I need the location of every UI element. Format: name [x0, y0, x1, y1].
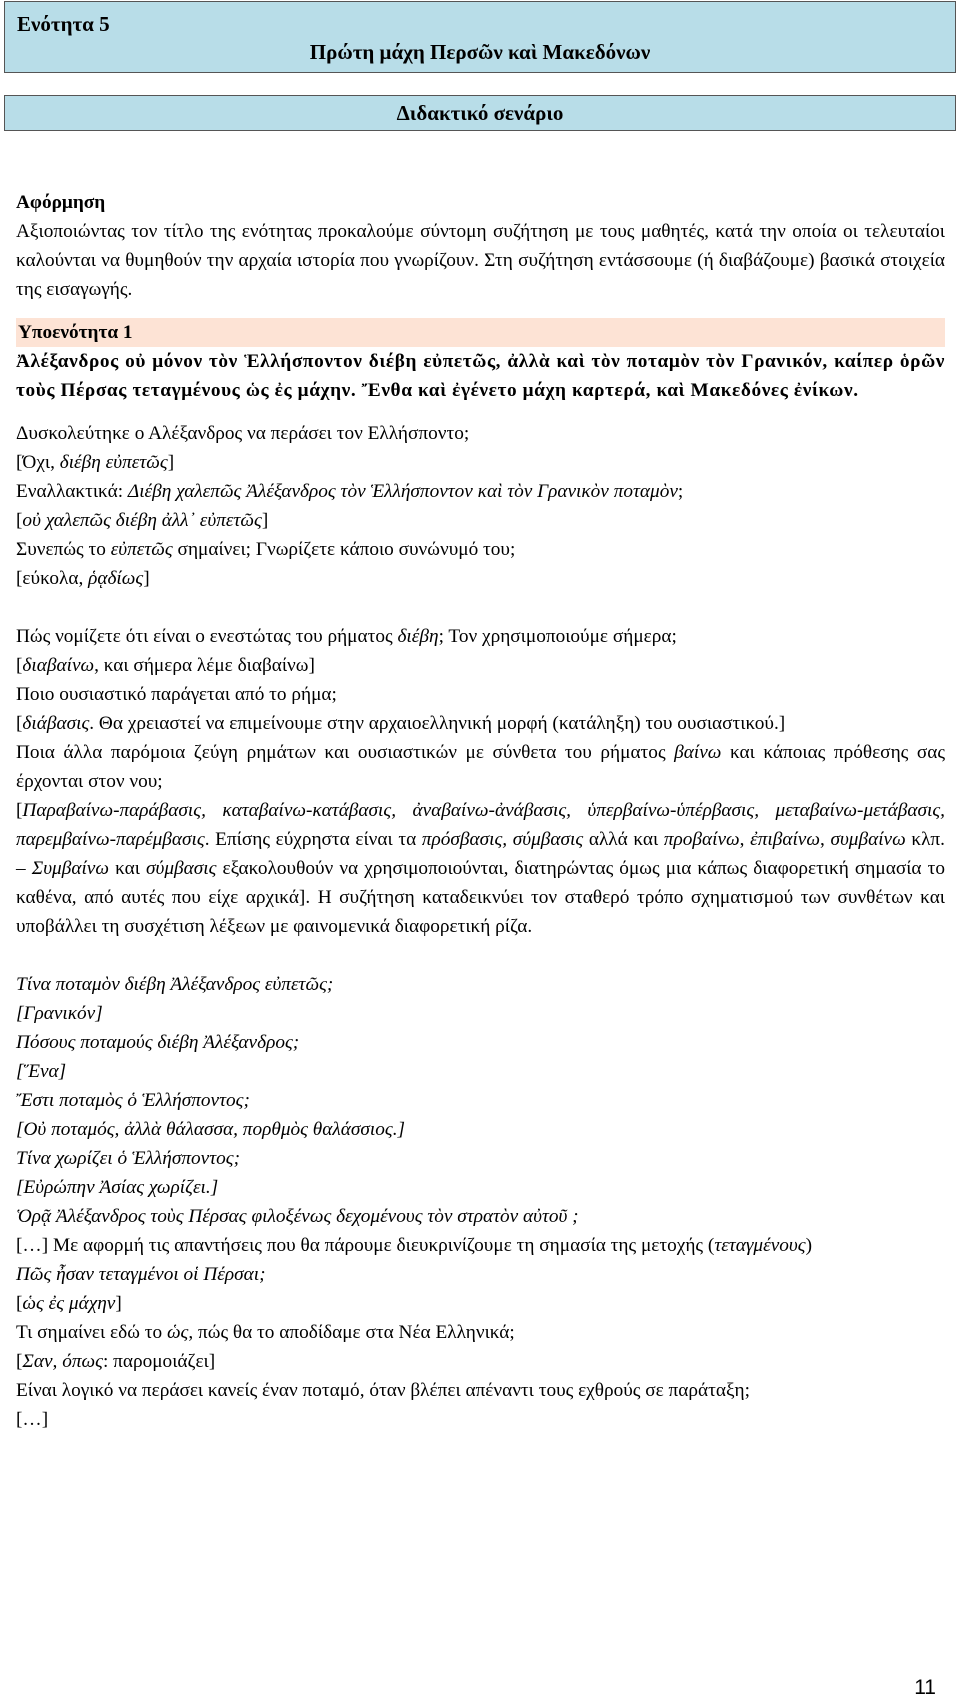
section-title: Διδακτικό σενάριο [396, 101, 564, 125]
answer: […] [16, 1409, 49, 1430]
question: Δυσκολεύτηκε ο Αλέξανδρος να περάσει τον Ελλήσποντο; [16, 423, 470, 444]
italic-span: διέβη εὐπετῶς [59, 452, 168, 473]
answer [16, 1347, 945, 1376]
text-span: , [819, 829, 831, 850]
text-span: . Επίσης εύχρηστα είναι τα [204, 829, 422, 850]
unit-title: Πρώτη μάχη Περσῶν καὶ Μακεδόνων [309, 40, 651, 64]
question [16, 477, 945, 506]
italic-span: τεταγμένους [714, 1235, 806, 1256]
text-span: εξακολουθούν να χρησιμοποιούνται, διατηρώντας όμως μια κάπως διαφορετική σημασία το καθένα, από αυτές που είχε αρχικά]. Η συζήτηση καταδεικνύει τον σταθερό τρόπο σχηματισμού των συνθέτων και υποβάλλει τη συσχέτιση λέξεων με φαινομενικά διαφορετική ρίζα. [16, 858, 945, 937]
document-body [16, 188, 945, 1434]
italic-span: συμβαίνω [830, 829, 906, 850]
italic-span: σύμβασις [146, 858, 217, 879]
text-span: [ [16, 800, 23, 821]
question [16, 622, 945, 651]
italic-span: προβαίνω [663, 829, 740, 850]
answer [16, 1289, 945, 1318]
aformisi-heading: Αφόρμηση [16, 192, 106, 213]
italic-span: Ὁρᾷ Ἀλέξανδρος τοὺς Πέρσας φιλοξένως δεχομένους τὸν στρατὸν αὐτοῦ ; [16, 1206, 579, 1227]
text-span: [ [16, 510, 23, 531]
text-span: αλλά και [583, 829, 664, 850]
answer [16, 999, 945, 1028]
text-span: ; [677, 481, 684, 502]
question [16, 1086, 945, 1115]
text-span: […] Με αφορμή τις απαντήσεις που θα πάρουμε διευκρινίζουμε τη σημασία της μετοχής ( [16, 1235, 715, 1256]
italic-span: διάβασις [22, 713, 90, 734]
text-span: . Θα χρειαστεί να επιμείνουμε στην αρχαιοελληνική μορφή (κατάληξη) του ουσιαστικού.] [89, 713, 786, 734]
text-span: [εύκολα, [16, 568, 89, 589]
italic-span: [Εὐρώπην Ἀσίας χωρίζει.] [16, 1177, 219, 1198]
text-span: , πώς θα το αποδίδαμε στα Νέα Ελληνικά; [188, 1322, 515, 1343]
unit-header-box [4, 1, 956, 73]
text-span: και κάποιας πρόθεσης σας έρχονται στον νου; [16, 742, 945, 792]
italic-span: ὡς ἐς μάχην [22, 1293, 116, 1314]
italic-span: πρόσβασις, σύμβασις [421, 829, 584, 850]
text-span: ] [143, 568, 150, 589]
question [16, 738, 945, 796]
answer [16, 564, 945, 593]
italic-span: ἐπιβαίνω [750, 829, 820, 850]
text-span: και [108, 858, 147, 879]
text-span: Ποια άλλα παρόμοια ζεύγη ρημάτων και ουσιαστικών με σύνθετα του ρήματος [16, 742, 675, 763]
text-span: κλπ. – [16, 829, 945, 879]
italic-span: διέβη [397, 626, 439, 647]
subunit-heading: Υποενότητα 1 [16, 318, 945, 347]
text-span: [ [16, 1351, 23, 1372]
answer [16, 1115, 945, 1144]
italic-span: [Γρανικόν] [16, 1003, 103, 1024]
italic-span: οὐ χαλεπῶς διέβη ἀλλ᾽ εὐπετῶς [22, 510, 262, 531]
question: Είναι λογικό να περάσει κανείς έναν ποταμό, όταν βλέπει απέναντι τους εχθρούς σε παράταξη; [16, 1380, 750, 1401]
text-span: Τι σημαίνει εδώ το [16, 1322, 167, 1343]
answer [16, 651, 945, 680]
italic-span: εὐπετῶς [110, 539, 173, 560]
ancient-passage: Ἀλέξανδρος οὐ μόνον τὸν Ἑλλήσποντον διέβη εὐπετῶς, ἀλλὰ καὶ τὸν ποταμὸν τὸν Γρανικόν, καίπερ ὁρῶν τοὺς Πέρσας τεταγμένους ὡς ἐς μάχην. Ἔνθα καὶ ἐγένετο μάχη καρτερά, καὶ Μακεδόνες ἐνίκων. [16, 351, 945, 401]
italic-span: Πῶς ἦσαν τεταγμένοι οἱ Πέρσαι; [16, 1264, 266, 1285]
aformisi-paragraph: Αξιοποιώντας τον τίτλο της ενότητας προκαλούμε σύντομη συζήτηση με τους μαθητές, κατά την οποία οι τελευταίοι καλούνται να θυμηθούν την αρχαία ιστορία που γνωρίζουν. Στη συζήτηση εντάσσουμε (ή διαβάζουμε) βασικά στοιχεία της εισαγωγής. [16, 221, 945, 300]
question [16, 1318, 945, 1347]
italic-span: Διέβη χαλεπῶς Ἀλέξανδρος τὸν Ἑλλήσποντον καὶ τὸν Γρανικὸν ποταμὸν [127, 481, 678, 502]
question [16, 1260, 945, 1289]
text-span: Συνεπώς το [16, 539, 111, 560]
text-span: [ [16, 1293, 23, 1314]
text-span: [ [16, 713, 23, 734]
answer [16, 448, 945, 477]
answer [16, 1231, 945, 1260]
italic-span: [Ἕνα] [16, 1061, 67, 1082]
italic-span: Συμβαίνω [31, 858, 109, 879]
question [16, 1202, 945, 1231]
text-span: Πώς νομίζετε ότι είναι ο ενεστώτας του ρήματος [16, 626, 398, 647]
answer [16, 1173, 945, 1202]
italic-span: Τίνα χωρίζει ὁ Ἑλλήσποντος; [16, 1148, 241, 1169]
italic-span: ῥᾳδίως [88, 568, 144, 589]
text-span: , και σήμερα λέμε διαβαίνω] [94, 655, 315, 676]
page-number: 11 [914, 1676, 936, 1699]
text-span: ] [167, 452, 175, 473]
text-span: σημαίνει; Γνωρίζετε κάποιο συνώνυμό του; [172, 539, 516, 560]
italic-span: [Οὐ ποταμός, ἀλλὰ θάλασσα, πορθμὸς θαλάσσιος.] [16, 1119, 406, 1140]
unit-label: Ενότητα 5 [17, 12, 110, 36]
answer [16, 709, 945, 738]
text-span: ; Τον χρησιμοποιούμε σήμερα; [438, 626, 677, 647]
text-span: ] [115, 1293, 122, 1314]
italic-span: Τίνα ποταμὸν διέβη Ἀλέξανδρος εὐπετῶς; [16, 974, 334, 995]
text-span: Εναλλακτικά: [16, 481, 128, 502]
question [16, 1028, 945, 1057]
question: Ποιο ουσιαστικό παράγεται από το ρήμα; [16, 684, 337, 705]
italic-span: Ἔστι ποταμὸς ὁ Ἑλλήσποντος; [16, 1090, 250, 1111]
italic-span: διαβαίνω [22, 655, 95, 676]
italic-span: Πόσους ποταμούς διέβη Ἀλέξανδρος; [16, 1032, 300, 1053]
italic-span: βαίνω [674, 742, 722, 763]
question [16, 1144, 945, 1173]
italic-span: Σαν, όπως [22, 1351, 103, 1372]
question [16, 535, 945, 564]
section-header-box [4, 95, 956, 131]
italic-span: Παραβαίνω-παράβασις, καταβαίνω-κατάβασις, ἀναβαίνω-ἀνάβασις, ὑπερβαίνω-ὑπέρβασις, μεταβαίνω-μετάβασις, παρεμβαίνω-παρέμβασις [16, 800, 945, 850]
italic-span: ὡς [166, 1322, 189, 1343]
text-span: ] [261, 510, 269, 531]
text-span: : παρομοιάζει] [102, 1351, 216, 1372]
text-span: [Όχι, [16, 452, 60, 473]
text-span: ) [805, 1235, 813, 1256]
answer [16, 796, 945, 941]
answer [16, 1057, 945, 1086]
answer [16, 506, 945, 535]
question [16, 970, 945, 999]
text-span: [ [16, 655, 23, 676]
text-span: , [739, 829, 751, 850]
